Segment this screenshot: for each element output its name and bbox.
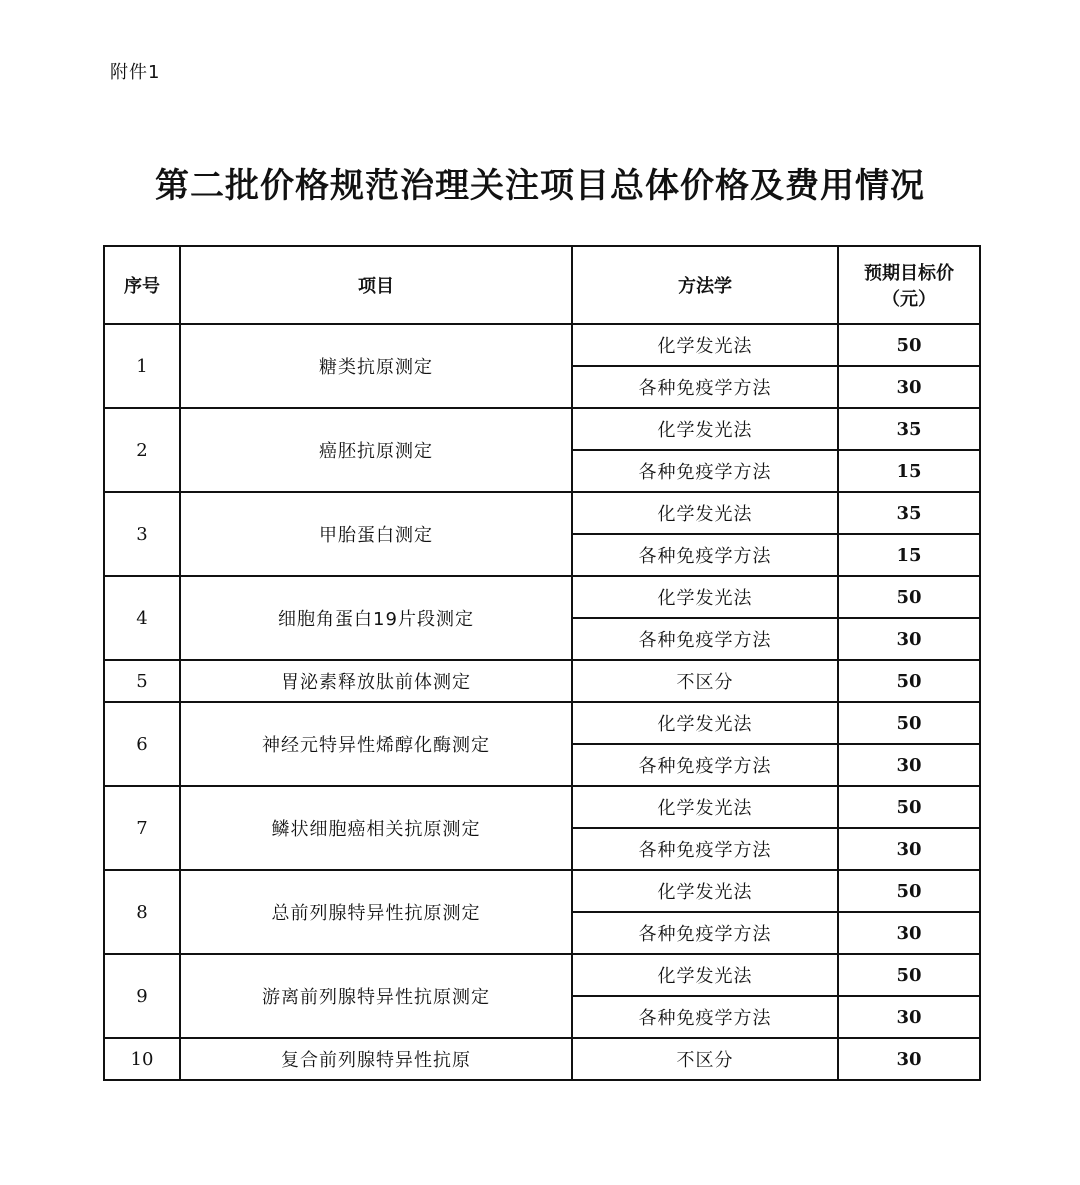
row-price: 50	[838, 954, 980, 996]
row-item: 胃泌素释放肽前体测定	[180, 660, 572, 702]
row-item: 神经元特异性烯醇化酶测定	[180, 702, 572, 786]
row-index: 8	[104, 870, 180, 954]
row-method: 各种免疫学方法	[572, 744, 838, 786]
table-row	[104, 492, 980, 534]
table-header-row	[104, 246, 980, 324]
table-row	[104, 702, 980, 744]
row-price: 30	[838, 366, 980, 408]
row-price: 30	[838, 912, 980, 954]
row-method: 不区分	[572, 1038, 838, 1080]
attachment-label: 附件1	[110, 62, 161, 83]
header-price-line1: 预期目标价	[864, 263, 954, 284]
row-item: 复合前列腺特异性抗原	[180, 1038, 572, 1080]
row-price: 30	[838, 996, 980, 1038]
row-price: 35	[838, 408, 980, 450]
row-method: 化学发光法	[572, 324, 838, 366]
row-method: 各种免疫学方法	[572, 618, 838, 660]
row-method: 各种免疫学方法	[572, 450, 838, 492]
header-price	[838, 246, 980, 324]
row-price: 50	[838, 870, 980, 912]
row-method: 化学发光法	[572, 954, 838, 996]
header-index: 序号	[104, 246, 180, 324]
row-item: 总前列腺特异性抗原测定	[180, 870, 572, 954]
row-item: 细胞角蛋白19片段测定	[180, 576, 572, 660]
table-row	[104, 870, 980, 912]
row-method: 各种免疫学方法	[572, 828, 838, 870]
row-index: 4	[104, 576, 180, 660]
row-method: 各种免疫学方法	[572, 366, 838, 408]
row-price: 50	[838, 702, 980, 744]
row-method: 各种免疫学方法	[572, 534, 838, 576]
row-index: 1	[104, 324, 180, 408]
row-method: 各种免疫学方法	[572, 912, 838, 954]
row-method: 化学发光法	[572, 786, 838, 828]
row-index: 3	[104, 492, 180, 576]
header-item: 项目	[180, 246, 572, 324]
row-item: 癌胚抗原测定	[180, 408, 572, 492]
row-price: 30	[838, 744, 980, 786]
row-price: 15	[838, 450, 980, 492]
row-price: 30	[838, 828, 980, 870]
row-method: 各种免疫学方法	[572, 996, 838, 1038]
row-item: 游离前列腺特异性抗原测定	[180, 954, 572, 1038]
row-index: 6	[104, 702, 180, 786]
row-price: 50	[838, 324, 980, 366]
row-method: 化学发光法	[572, 492, 838, 534]
row-index: 2	[104, 408, 180, 492]
row-method: 不区分	[572, 660, 838, 702]
row-price: 50	[838, 576, 980, 618]
row-price: 50	[838, 786, 980, 828]
row-price: 30	[838, 1038, 980, 1080]
row-price: 50	[838, 660, 980, 702]
table-row	[104, 660, 980, 702]
row-index: 9	[104, 954, 180, 1038]
header-price-line2: （元）	[882, 289, 936, 310]
row-method: 化学发光法	[572, 576, 838, 618]
row-index: 7	[104, 786, 180, 870]
table-row	[104, 954, 980, 996]
table-row	[104, 1038, 980, 1080]
price-table	[103, 245, 981, 1081]
table-row	[104, 324, 980, 366]
row-price: 30	[838, 618, 980, 660]
row-method: 化学发光法	[572, 408, 838, 450]
row-item: 糖类抗原测定	[180, 324, 572, 408]
row-item: 鳞状细胞癌相关抗原测定	[180, 786, 572, 870]
page-title: 第二批价格规范治理关注项目总体价格及费用情况	[155, 166, 925, 206]
table-row	[104, 576, 980, 618]
row-index: 5	[104, 660, 180, 702]
row-item: 甲胎蛋白测定	[180, 492, 572, 576]
row-index: 10	[104, 1038, 180, 1080]
header-method: 方法学	[572, 246, 838, 324]
table-row	[104, 408, 980, 450]
row-price: 15	[838, 534, 980, 576]
row-method: 化学发光法	[572, 870, 838, 912]
row-price: 35	[838, 492, 980, 534]
table-row	[104, 786, 980, 828]
row-method: 化学发光法	[572, 702, 838, 744]
